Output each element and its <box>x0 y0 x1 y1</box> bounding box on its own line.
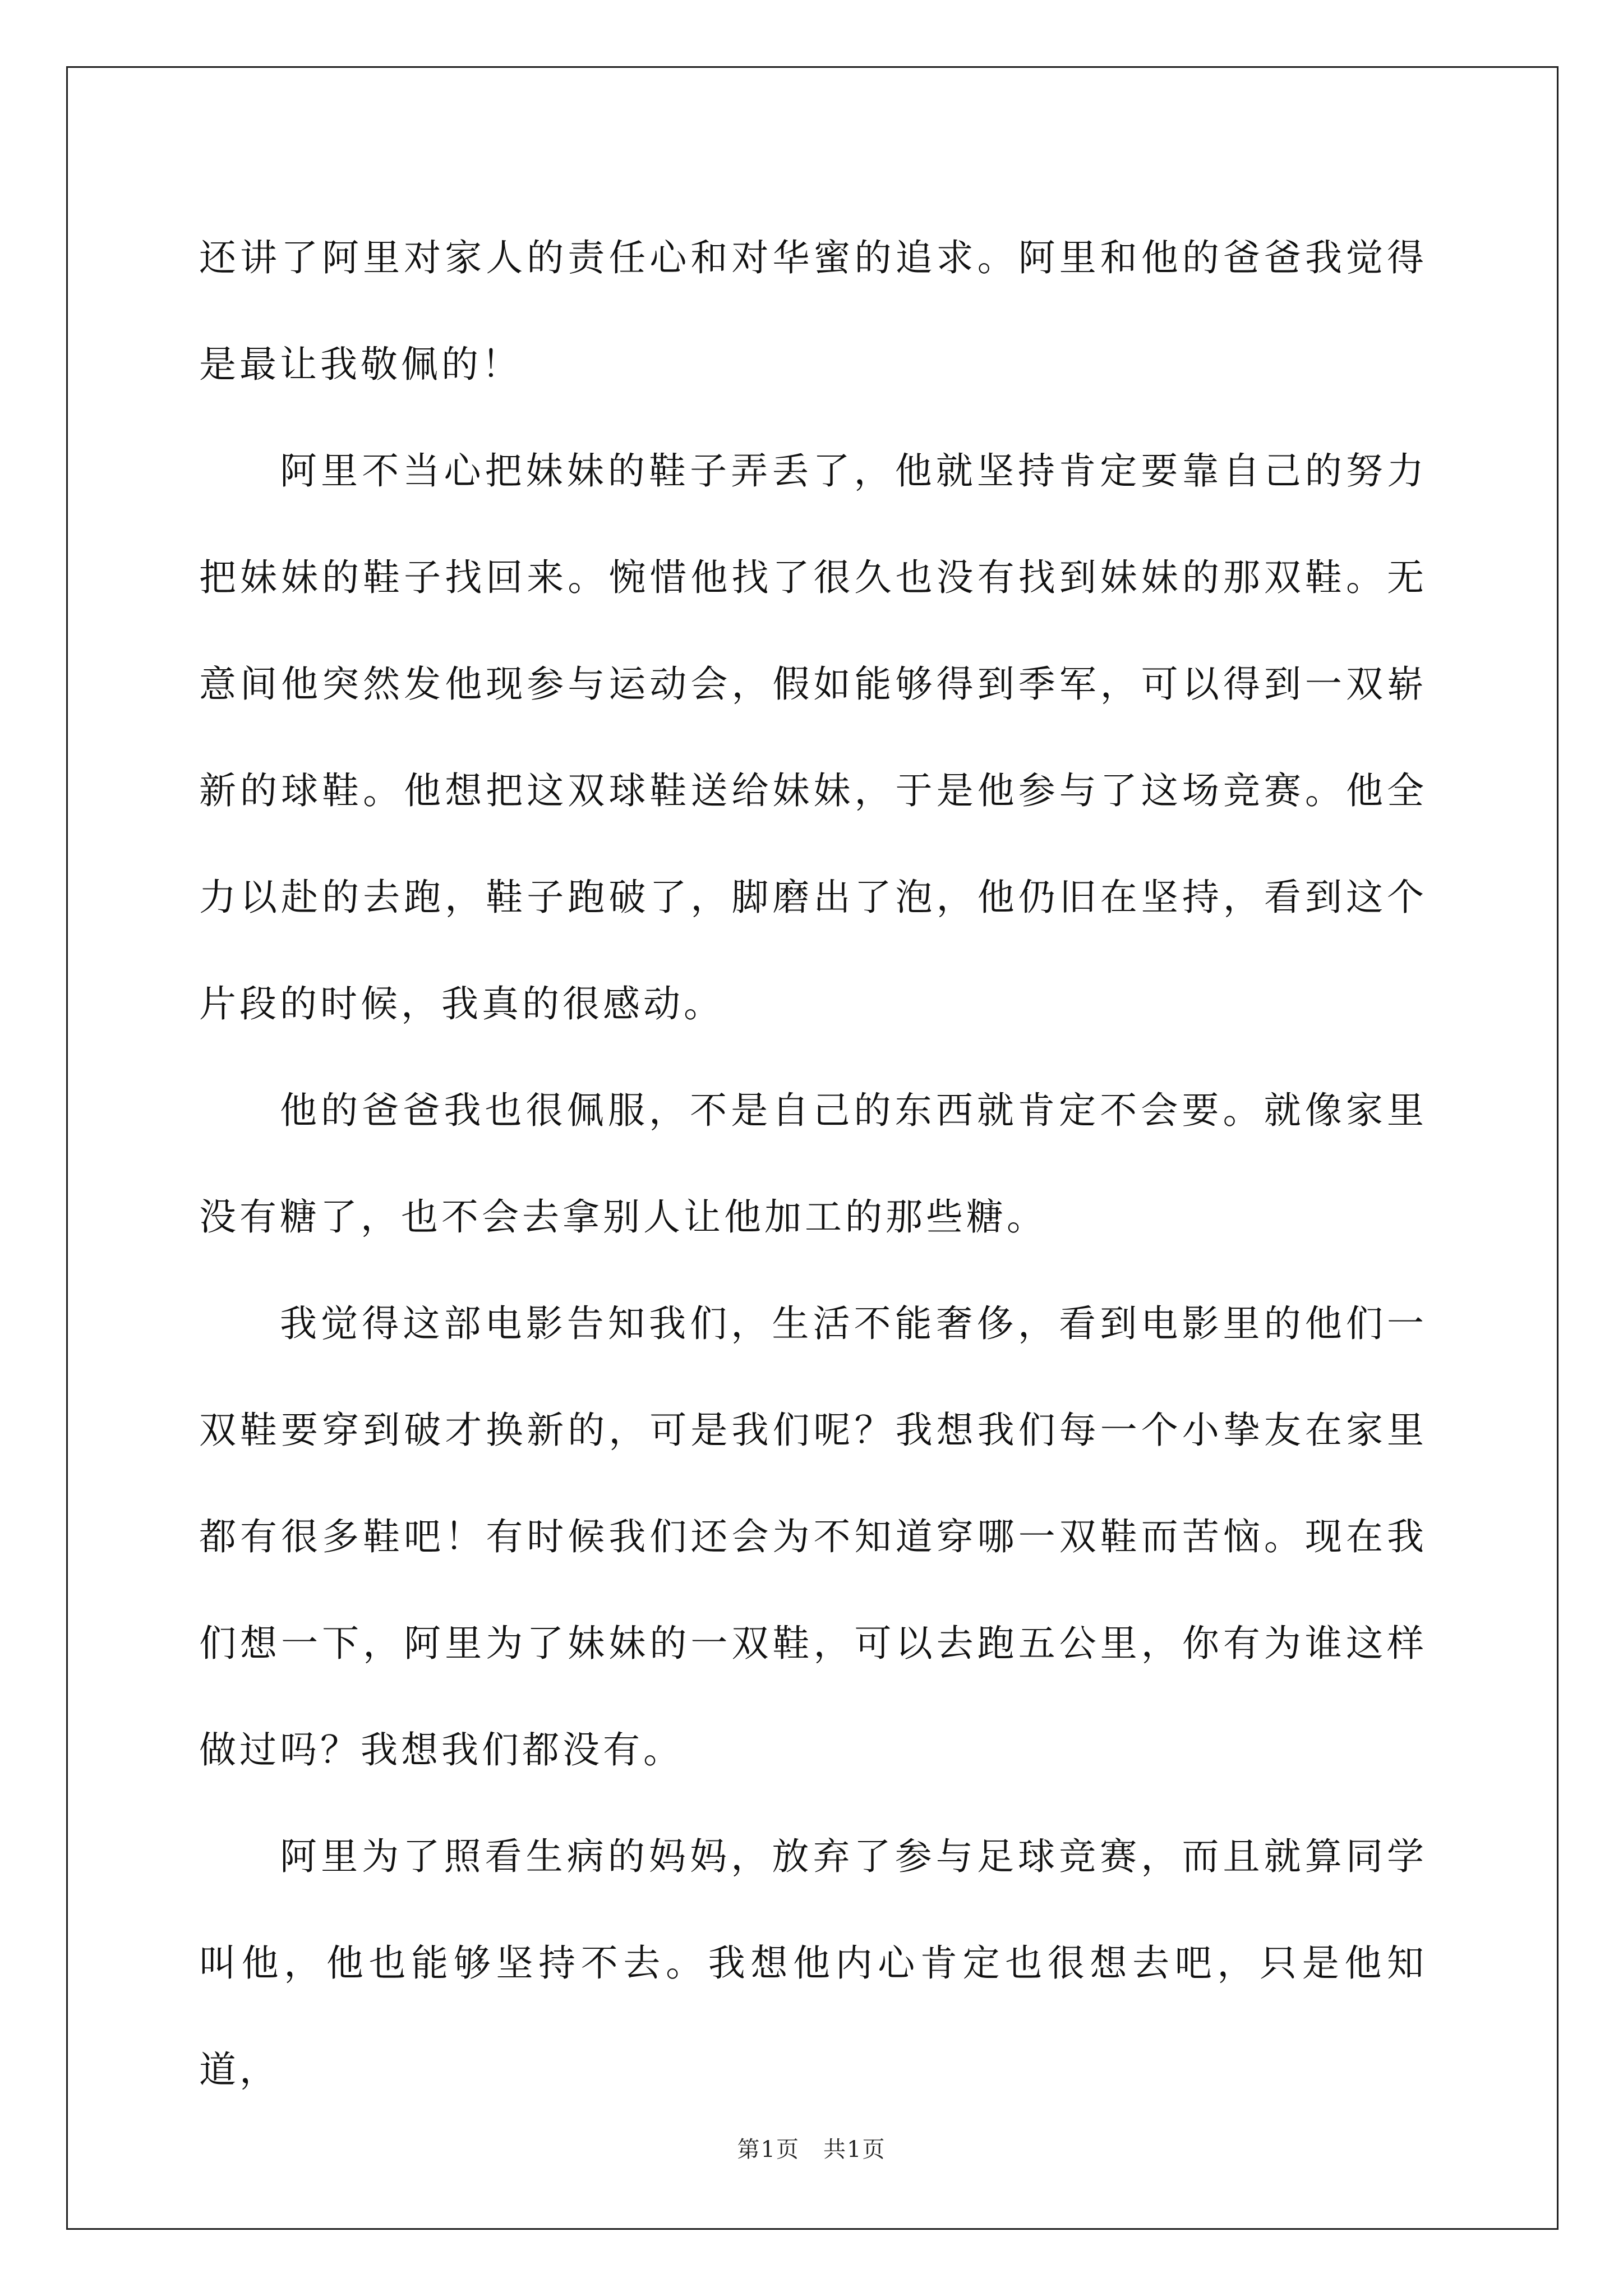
document-body <box>199 205 1427 2123</box>
paragraph-4: 我觉得这部电影告知我们，生活不能奢侈，看到电影里的他们一双鞋要穿到破才换新的，可是我们呢？我想我们每一个小挚友在家里都有很多鞋吧！有时候我们还会为不知道穿哪一双鞋而苦恼。现在我们想一下，阿里为了妹妹的一双鞋，可以去跑五公里，你有为谁这样做过吗？我想我们都没有。 <box>199 1302 1427 1772</box>
paragraph-1: 还讲了阿里对家人的责任心和对华蜜的追求。阿里和他的爸爸我觉得是最让我敬佩的！ <box>199 236 1427 386</box>
paragraph-2: 阿里不当心把妹妹的鞋子弄丢了，他就坚持肯定要靠自己的努力把妹妹的鞋子找回来。惋惜他找了很久也没有找到妹妹的那双鞋。无意间他突然发他现参与运动会，假如能够得到季军，可以得到一双崭新的球鞋。他想把这双球鞋送给妹妹，于是他参与了这场竞赛。他全力以赴的去跑，鞋子跑破了，脚磨出了泡，他仍旧在坚持，看到这个片段的时候，我真的很感动。 <box>199 449 1427 1025</box>
page-number-footer: 第1页 共1页 <box>737 2137 886 2162</box>
paragraph-5: 阿里为了照看生病的妈妈，放弃了参与足球竞赛，而且就算同学叫他，他也能够坚持不去。我想他内心肯定也很想去吧，只是他知道， <box>199 1835 1427 2091</box>
paragraph-3: 他的爸爸我也很佩服，不是自己的东西就肯定不会要。就像家里没有糖了，也不会去拿别人让他加工的那些糖。 <box>199 1089 1427 1239</box>
